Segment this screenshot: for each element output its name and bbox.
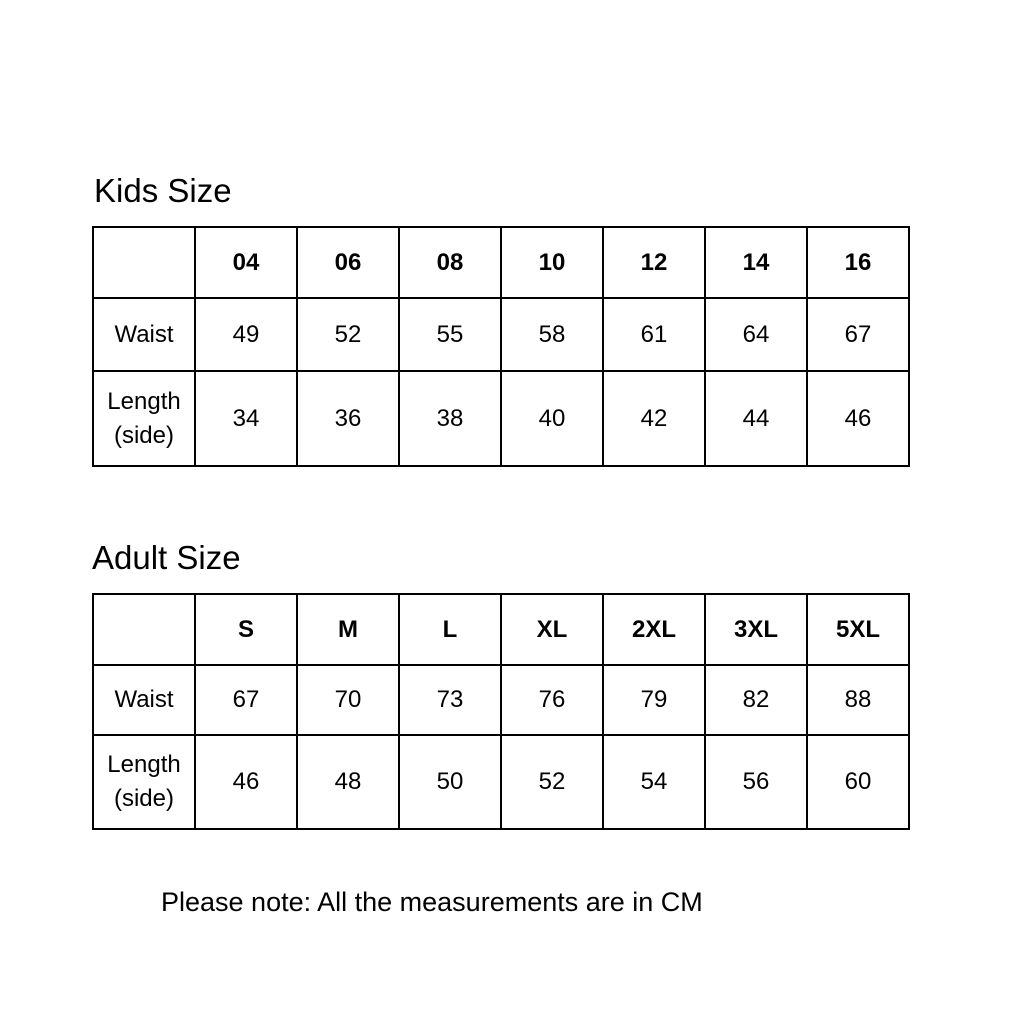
kids-waist-value: 67 [807,298,909,371]
kids-length-value: 42 [603,371,705,466]
adult-waist-value: 82 [705,665,807,735]
adult-length-value: 56 [705,735,807,829]
kids-waist-label: Waist [93,298,195,371]
adult-size-header: 3XL [705,594,807,665]
kids-corner-cell [93,227,195,298]
kids-size-header: 04 [195,227,297,298]
adult-length-row [93,735,909,829]
adult-length-value: 54 [603,735,705,829]
adult-waist-value: 67 [195,665,297,735]
adult-size-table [92,593,910,830]
adult-waist-value: 79 [603,665,705,735]
kids-length-value: 40 [501,371,603,466]
kids-waist-value: 61 [603,298,705,371]
adult-size-title: Adult Size [92,539,241,576]
kids-size-header: 06 [297,227,399,298]
adult-length-value: 46 [195,735,297,829]
kids-size-header: 14 [705,227,807,298]
adult-size-header: 2XL [603,594,705,665]
kids-waist-value: 55 [399,298,501,371]
adult-corner-cell [93,594,195,665]
adult-size-header-row [93,594,909,665]
adult-length-label-line1: Length [107,751,181,779]
adult-waist-label: Waist [93,665,195,735]
kids-waist-value: 58 [501,298,603,371]
adult-waist-value: 73 [399,665,501,735]
adult-length-label-line2: (side) [113,785,174,812]
kids-waist-value: 52 [297,298,399,371]
adult-length-label [93,735,195,829]
adult-size-header: L [399,594,501,665]
kids-length-value: 46 [807,371,909,466]
kids-size-header: 12 [603,227,705,298]
kids-size-header: 16 [807,227,909,298]
kids-size-title: Kids Size [94,172,232,209]
adult-waist-value: 88 [807,665,909,735]
kids-waist-value: 64 [705,298,807,371]
adult-waist-value: 76 [501,665,603,735]
adult-size-header: XL [501,594,603,665]
kids-length-value: 44 [705,371,807,466]
kids-size-table [92,226,910,467]
kids-length-label-line1: Length [107,387,181,415]
adult-length-value: 50 [399,735,501,829]
adult-waist-row [93,665,909,735]
kids-length-label-line2: (side) [113,421,174,449]
adult-size-header: S [195,594,297,665]
adult-size-header: 5XL [807,594,909,665]
measurement-note: Please note: All the measurements are in CM [161,887,703,917]
adult-length-value: 60 [807,735,909,829]
adult-size-header: M [297,594,399,665]
kids-length-value: 34 [195,371,297,466]
kids-waist-row [93,298,909,371]
kids-length-value: 38 [399,371,501,466]
adult-waist-value: 70 [297,665,399,735]
kids-length-label [93,371,195,466]
adult-length-value: 52 [501,735,603,829]
kids-size-header-row [93,227,909,298]
kids-waist-value: 49 [195,298,297,371]
kids-length-value: 36 [297,371,399,466]
kids-size-header: 08 [399,227,501,298]
kids-size-header: 10 [501,227,603,298]
kids-length-row [93,371,909,466]
adult-length-value: 48 [297,735,399,829]
